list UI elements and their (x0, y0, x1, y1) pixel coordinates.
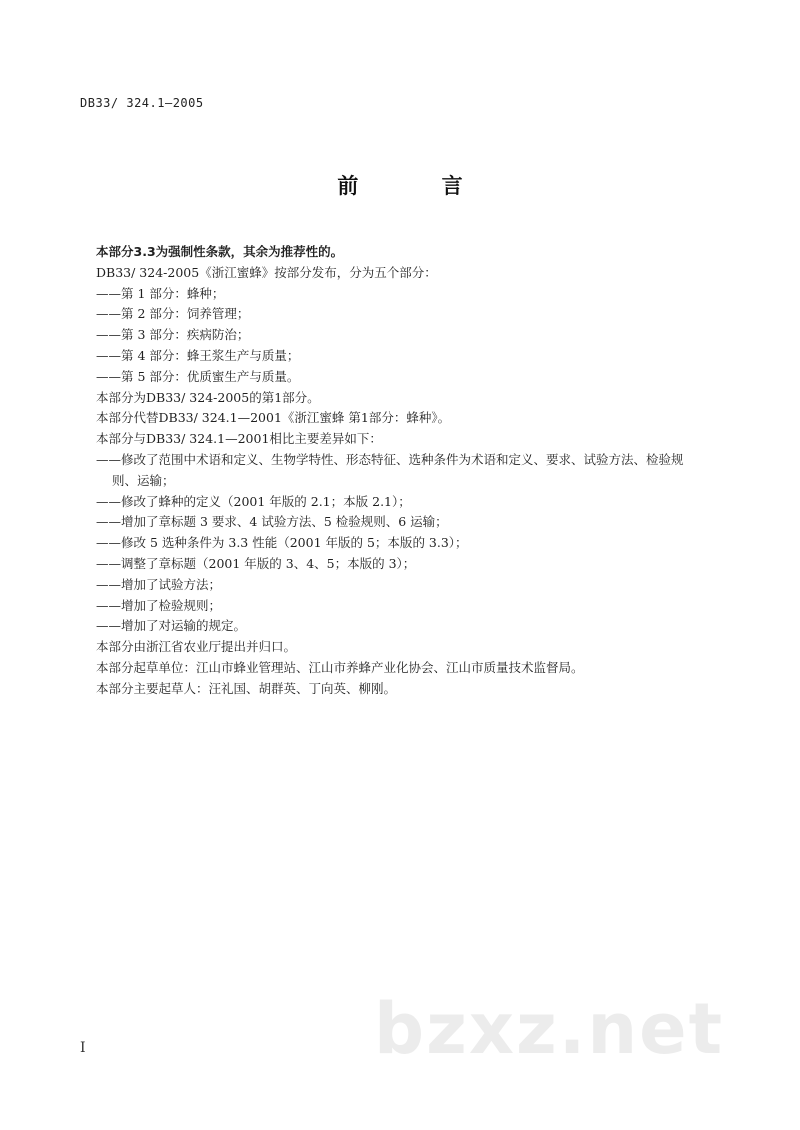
watermark: bzxz.net (374, 988, 725, 1070)
part-list-item: ——第 5 部分：优质蜜生产与质量。 (96, 368, 300, 384)
difference-item: ——修改了范围中术语和定义、生物学特性、形态特征、选种条件为术语和定义、要求、试验方法、检验规则、运输； (96, 451, 684, 488)
page-number: I (80, 1040, 86, 1056)
part-list-item: ——第 4 部分：蜂王浆生产与质量； (96, 347, 300, 363)
difference-item: ——增加了检验规则； (96, 597, 222, 613)
part-list-item: ——第 2 部分：饲养管理； (96, 306, 250, 322)
difference-item: ——修改 5 选种条件为 3.3 性能（2001 年版的 5；本版的 3.3）； (96, 535, 468, 551)
difference-item: ——修改了蜂种的定义（2001 年版的 2.1；本版 2.1）； (96, 493, 411, 509)
part-list-item: ——第 3 部分：疾病防治； (96, 327, 250, 343)
difference-item: ——增加了章标题 3 要求、4 试验方法、5 检验规则、6 运输； (96, 514, 448, 530)
differences-intro: 本部分与DB33/ 324.1—2001相比主要差异如下： (96, 431, 382, 447)
difference-item: ——增加了对运输的规定。 (96, 618, 247, 634)
document-code: DB33/ 324.1—2005 (80, 96, 204, 110)
part-list-item: ——第 1 部分：蜂种； (96, 285, 225, 301)
mandatory-clause-note: 本部分3.3为强制性条款，其余为推荐性的。 (96, 244, 344, 259)
part-statement: 本部分为DB33/ 324-2005的第1部分。 (96, 389, 320, 405)
replacement-statement: 本部分代替DB33/ 324.1—2001《浙江蜜蜂 第1部分：蜂种》。 (96, 410, 451, 426)
difference-item: ——调整了章标题（2001 年版的 3、4、5；本版的 3）； (96, 555, 416, 571)
publication-line: DB33/ 324-2005《浙江蜜蜂》按部分发布，分为五个部分： (96, 264, 437, 280)
page-title: 前 言 (337, 174, 501, 198)
proposer-statement: 本部分由浙江省农业厅提出并归口。 (96, 639, 297, 655)
difference-item: ——增加了试验方法； (96, 576, 222, 592)
drafting-units: 本部分起草单位：江山市蜂业管理站、江山市养蜂产业化协会、江山市质量技术监督局。 (96, 659, 584, 675)
drafters: 本部分主要起草人：汪礼国、胡群英、丁向英、柳刚。 (96, 680, 397, 696)
document-body (96, 242, 706, 700)
